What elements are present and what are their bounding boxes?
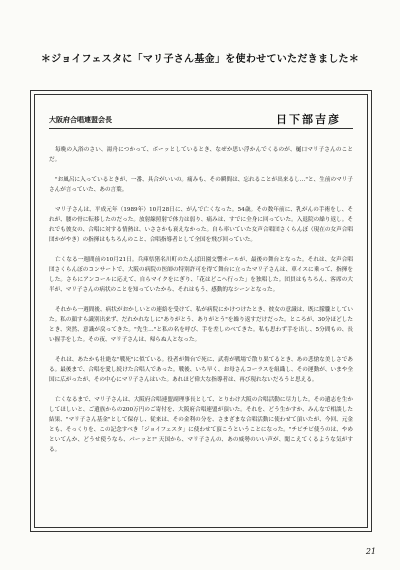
article-frame — [30, 90, 372, 532]
author-name: 日下部吉彦 — [276, 113, 341, 126]
paragraph: 亡くなる一週間前の10月21日。兵庫県猪名川町のたんば田園交響ホールが、最後の舞台となった。それは、女声合唱団さくらんぼのコンサートで、大阪の病院の医師の特別許可を得て舞台に立ったマリ子さんは、車イスに乗って、指揮をした。さらにアンコールに応えて、自らマイクをにぎり、「花はどこへ行った」を独唱した。団員はもちろん、客席の大半が、マリ子さんの病状のことを知っていたから、それはもう、感動的なシーンとなった。 — [49, 257, 353, 293]
paragraph: 亡くなるまで、マリ子さんは、大阪府合唱連盟副理事長として、とりわけ大阪の合唱活動に尽力した。その遺志を生かしてほしいと、ご遺族からの200万円のご寄付を、大阪府合唱連盟が頂いた。それを、どう生かすか、みんなで相談した結果、"マリ子さん基金"として保存し、従来は、その金利の分を、さまざまな合唱活動に使わせて頂いたが、今回、元金とも、そっくりを、この記念すべき「ジョイフェスタ」に使わせて頂こうということになった。"チビチビ使うのは、やめといてんか、どうせ使うなら、パーッと!" 天国から、マリ子さんの、あの威勢のいい声が、聞こえてくるような気がする。 — [49, 397, 353, 453]
author-header — [49, 112, 353, 129]
paragraph: マリ子さんは、平成元年（1989年）10月28日に、がんで亡くなった。54歳。その数年前に、乳がんの手術をし、それが、腰の骨に転移したのだった。放射線照射で体力は弱り、痛みは、すでに全身に回っていた。入退院の繰り返し。それでも彼女の、合唱に対する情熱は、いささかも衰えなかった。自ら率いていた女声合唱団さくらんぼ（現在の女声合唱団かがやき）の指揮はもちろんのこと、合唱指導者として全国を飛び回っていた。 — [49, 207, 353, 243]
page-number: 21 — [365, 547, 376, 556]
article-body — [49, 145, 353, 465]
banner-title: ＊ジョイフェスタに「マリ子さん基金」を使わせていただきました＊ — [40, 54, 360, 65]
paragraph: "お風呂に入っているときが、一番、具合がいいの。痛みも、その瞬間は、忘れることが出来るし…"と、生前のマリ子さんが言っていた、あの言葉。 — [49, 177, 353, 193]
author-affiliation: 大阪府合唱連盟会長 — [49, 115, 112, 124]
paragraph: 毎晩の入浴のさい、湯舟につかって、ボーッとしているとき、なぜか思い浮かんでくるのが、樋口マリ子さんのことだ。 — [49, 147, 353, 163]
article-frame-inner — [34, 94, 368, 528]
paragraph: それから一週間後、病状がおかしいとの連絡を受けて、私が病院にかけつけたとき、彼女の意識は、既に朦朧としていた。私の顔すら識別出来ず、だれかれなしに"ありがとう、ありがとう"を繰り返すだけだった。ところが、30分ほどしたとき、突然、意識が戻ってきた。"先生…"と私の名を呼び、手を差しのべてきた。私も思わず手を出し、5分間もの、長い握手をした。その夜、マリ子さんは、帰らぬ人となった。 — [49, 307, 353, 343]
paragraph: それは、あたかも壮絶な"戦死"に似ている。役者が舞台で死に、武将が戦場で散り果てるとき、あの悲愴な美しさである。最後まで、合唱を愛し続けた合唱人であった。戦後、いち早く、お母さんコーラスを組織し、その運動が、いまや全国に広がったが、その中心にマリ子さんはいた。あれほど偉大な指導者は、再び現れないだろうと思える。 — [49, 357, 353, 383]
